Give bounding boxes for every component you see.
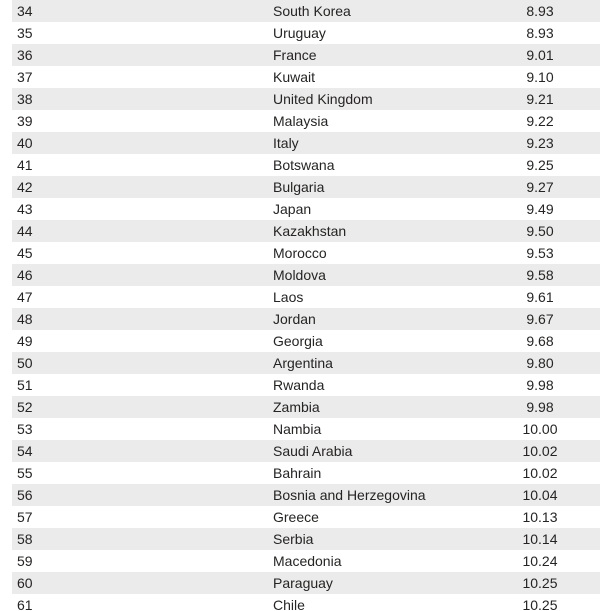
rank-cell: 47 [17, 289, 33, 305]
country-cell: Serbia [273, 531, 314, 547]
rank-cell: 61 [17, 597, 33, 611]
value-cell: 10.00 [522, 421, 558, 437]
table-row[interactable] [12, 286, 600, 308]
value-cell: 9.50 [526, 223, 554, 239]
country-cell: Jordan [273, 311, 316, 327]
value-cell: 9.53 [526, 245, 554, 261]
value-cell: 10.24 [522, 553, 558, 569]
country-cell: South Korea [273, 3, 351, 19]
rank-cell: 49 [17, 333, 33, 349]
table-row[interactable] [12, 0, 600, 22]
value-cell: 9.98 [526, 399, 554, 415]
country-cell: Moldova [273, 267, 326, 283]
country-cell: France [273, 47, 317, 63]
value-cell: 10.02 [522, 443, 558, 459]
value-cell: 9.61 [526, 289, 554, 305]
table-row[interactable] [12, 506, 600, 528]
value-cell: 9.98 [526, 377, 554, 393]
country-cell: Malaysia [273, 113, 329, 129]
value-cell: 10.25 [522, 597, 558, 611]
value-cell: 9.58 [526, 267, 554, 283]
table-row[interactable] [12, 132, 600, 154]
table-row[interactable] [12, 572, 600, 594]
rank-cell: 48 [17, 311, 33, 327]
country-cell: Bulgaria [273, 179, 325, 195]
value-cell: 10.14 [522, 531, 558, 547]
rank-cell: 51 [17, 377, 33, 393]
rank-cell: 35 [17, 25, 33, 41]
rank-cell: 40 [17, 135, 33, 151]
country-cell: Macedonia [273, 553, 342, 569]
country-cell: Uruguay [273, 25, 326, 41]
rank-cell: 60 [17, 575, 33, 591]
country-cell: Italy [273, 135, 299, 151]
rank-cell: 34 [17, 3, 33, 19]
rank-cell: 53 [17, 421, 33, 437]
rank-cell: 44 [17, 223, 33, 239]
rank-cell: 56 [17, 487, 33, 503]
rank-cell: 37 [17, 69, 33, 85]
value-cell: 10.25 [522, 575, 558, 591]
value-cell: 9.68 [526, 333, 554, 349]
value-cell: 9.25 [526, 157, 554, 173]
value-cell: 9.01 [526, 47, 554, 63]
table-row[interactable] [12, 418, 600, 440]
rank-cell: 58 [17, 531, 33, 547]
table-row[interactable] [12, 440, 600, 462]
table-row[interactable] [12, 374, 600, 396]
table-row[interactable] [12, 88, 600, 110]
country-cell: Morocco [273, 245, 327, 261]
country-cell: Argentina [273, 355, 333, 371]
country-cell: Botswana [273, 157, 335, 173]
table-row[interactable] [12, 264, 600, 286]
country-cell: Bahrain [273, 465, 322, 481]
rank-cell: 54 [17, 443, 33, 459]
rank-cell: 46 [17, 267, 33, 283]
country-cell: United Kingdom [273, 91, 373, 107]
country-cell: Kazakhstan [273, 223, 347, 239]
table-row[interactable] [12, 594, 600, 611]
value-cell: 10.02 [522, 465, 558, 481]
table-row[interactable] [12, 220, 600, 242]
rank-cell: 52 [17, 399, 33, 415]
value-cell: 9.27 [526, 179, 554, 195]
value-cell: 8.93 [526, 3, 554, 19]
country-cell: Rwanda [273, 377, 325, 393]
table-row[interactable] [12, 176, 600, 198]
country-cell: Georgia [273, 333, 323, 349]
rank-cell: 59 [17, 553, 33, 569]
table-row[interactable] [12, 242, 600, 264]
rank-cell: 43 [17, 201, 33, 217]
value-cell: 10.04 [522, 487, 558, 503]
table-row[interactable] [12, 110, 600, 132]
table-row[interactable] [12, 462, 600, 484]
table-row[interactable] [12, 308, 600, 330]
table-row[interactable] [12, 352, 600, 374]
rank-cell: 42 [17, 179, 33, 195]
table-row[interactable] [12, 528, 600, 550]
value-cell: 8.93 [526, 25, 554, 41]
country-cell: Laos [273, 289, 304, 305]
table-row[interactable] [12, 198, 600, 220]
country-cell: Kuwait [273, 69, 316, 85]
rank-cell: 45 [17, 245, 33, 261]
country-cell: Japan [273, 201, 312, 217]
table-row[interactable] [12, 154, 600, 176]
value-cell: 9.22 [526, 113, 554, 129]
country-cell: Chile [273, 597, 305, 611]
table-row[interactable] [12, 330, 600, 352]
rank-cell: 41 [17, 157, 33, 173]
value-cell: 9.80 [526, 355, 554, 371]
rank-cell: 55 [17, 465, 33, 481]
country-cell: Paraguay [273, 575, 333, 591]
rank-cell: 57 [17, 509, 33, 525]
country-cell: Greece [273, 509, 319, 525]
table-row[interactable] [12, 44, 600, 66]
rank-cell: 36 [17, 47, 33, 63]
value-cell: 9.67 [526, 311, 554, 327]
value-cell: 9.10 [526, 69, 554, 85]
table-row[interactable] [12, 396, 600, 418]
rank-cell: 50 [17, 355, 33, 371]
table-row[interactable] [12, 484, 600, 506]
value-cell: 9.49 [526, 201, 554, 217]
country-cell: Saudi Arabia [273, 443, 353, 459]
value-cell: 10.13 [522, 509, 558, 525]
table-row[interactable] [12, 22, 600, 44]
country-cell: Nambia [273, 421, 322, 437]
country-cell: Bosnia and Herzegovina [273, 487, 426, 503]
rank-cell: 38 [17, 91, 33, 107]
table-row[interactable] [12, 550, 600, 572]
value-cell: 9.23 [526, 135, 554, 151]
value-cell: 9.21 [526, 91, 554, 107]
table-row[interactable] [12, 66, 600, 88]
rank-cell: 39 [17, 113, 33, 129]
country-cell: Zambia [273, 399, 320, 415]
